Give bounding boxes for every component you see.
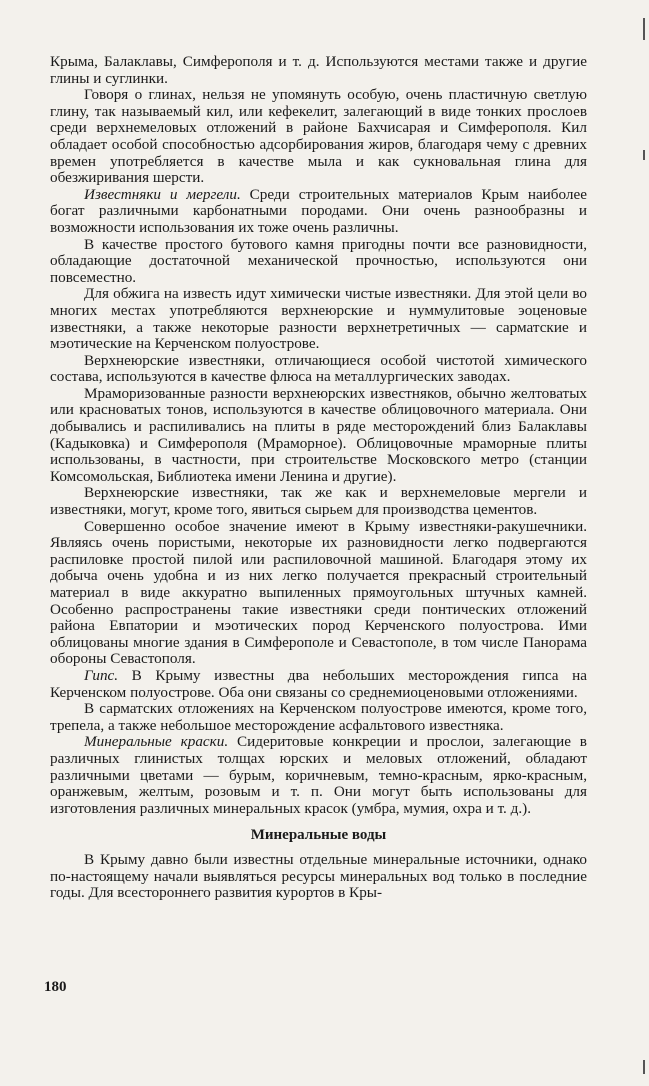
- paragraph-limestones-marls: [50, 187, 587, 237]
- lead-limestones: Известняки и мергели.: [84, 185, 241, 203]
- paragraph-text: Сидеритовые конкреции и прослои, залегающие в различных глинистых толщах юрских и меловых отложений, обладают различными цветами — бурым, коричневым, темно-красным, ярко-красным, оранжевым, желтым, розовым и т. п. Они могут быть использованы для изготовления различных минеральных красок (умбра, мумия, охра и т. д.).: [50, 733, 587, 817]
- paragraph-text: Среди строительных материалов Крым наиболее богат различными карбонатными породами. Они очень разнообразны и возможности использования их тоже очень различны.: [50, 185, 587, 236]
- paragraph-marble: Мраморизованные разности верхнеюрских известняков, обычно желтоватых или красноватых тонов, используются в качестве облицовочного материала. Они добывались и распиливались на плиты в ряде месторождений близ Балаклавы (Кадыковка) и Симферополя (Мраморное). Облицовочные мраморные плиты использованы, в частности, при строительстве Московского метро (станции Комсомольская, Библиотека имени Ленина и другие).: [50, 384, 587, 485]
- paragraph-lime-burning: Для обжига на известь идут химически чистые известняки. Для этой цели во многих местах употребляются верхнеюрские и нуммулитовые эоценовые известняки, а также некоторые разности верхнетретичных — сарматские и мэотические на Керченском полуострове.: [50, 285, 587, 353]
- page-body: [50, 54, 587, 902]
- paragraph-cement: Верхнеюрские известняки, так же как и верхнемеловые мергели и известняки, могут, кроме того, явиться сырьем для производства цементов.: [50, 484, 587, 519]
- scan-edge-mark: [643, 150, 645, 160]
- paragraph-mineral-waters: В Крыму давно были известны отдельные минеральные источники, однако по-настоящему начали выявляться ресурсы минеральных вод только в последние годы. Для всестороннего развития курортов в Кры-: [50, 850, 587, 902]
- lead-gypsum: Гипс.: [84, 666, 119, 684]
- page-number: 180: [44, 979, 67, 995]
- lead-mineral-paints: Минеральные краски.: [84, 733, 229, 751]
- paragraph-gypsum: [50, 668, 587, 701]
- section-heading: Минеральные воды: [250, 827, 387, 844]
- paragraph-rubble-stone: В качестве простого бутового камня пригодны почти все разновидности, обладающие достаточной механической прочностью, используются они повсеместно.: [50, 235, 587, 286]
- scan-edge-mark: [643, 1060, 645, 1074]
- paragraph-text: В Крыму известны два небольших месторождения гипса на Керченском полуострове. Оба они связаны со среднемиоценовыми отложениями.: [50, 666, 587, 701]
- paragraph-clays-continued: Крыма, Балаклавы, Симферополя и т. д. Используются местами также и другие глины и суглинки.: [50, 53, 587, 87]
- paragraph-kil-clay: Говоря о глинах, нельзя не упомянуть особую, очень пластичную светлую глину, так называемый кил, или кефекелит, залегающий в виде тонких прослоев среди верхнемеловых отложений в районе Бахчисарая и Симферополя. Кил обладает особой способностью адсорбирования жиров, благодаря чему с древних времен употребляется в качестве мыла и как сукновальная глина для обезжиривания шерсти.: [50, 86, 587, 187]
- paragraph-tripoli: В сарматских отложениях на Керченском полуострове имеются, кроме того, трепела, а также небольшое месторождение асфальтового известняка.: [50, 700, 587, 734]
- paragraph-shell-limestone: Совершенно особое значение имеют в Крыму известняки-ракушечники. Являясь очень пористыми, некоторые их разновидности легко подвергаются распиловке простой пилой или распиловочной машиной. Благодаря этому их добыча очень удобна и из них легко получается прекрасный строительный материал в виде аккуратно выпиленных прямоугольных штучных камней. Особенно распространены такие известняки среди понтических отложений района Евпатории и мэотических пород Керченского полуострова. Ими облицованы многие здания в Симферополе и Севастополе, в том числе Панорама обороны Севастополя.: [50, 517, 587, 668]
- scan-edge-mark: [643, 18, 645, 40]
- paragraph-flux: Верхнеюрские известняки, отличающиеся особой чистотой химического состава, используются в качестве флюса на металлургических заводах.: [50, 351, 587, 386]
- paragraph-mineral-paints: [50, 734, 587, 817]
